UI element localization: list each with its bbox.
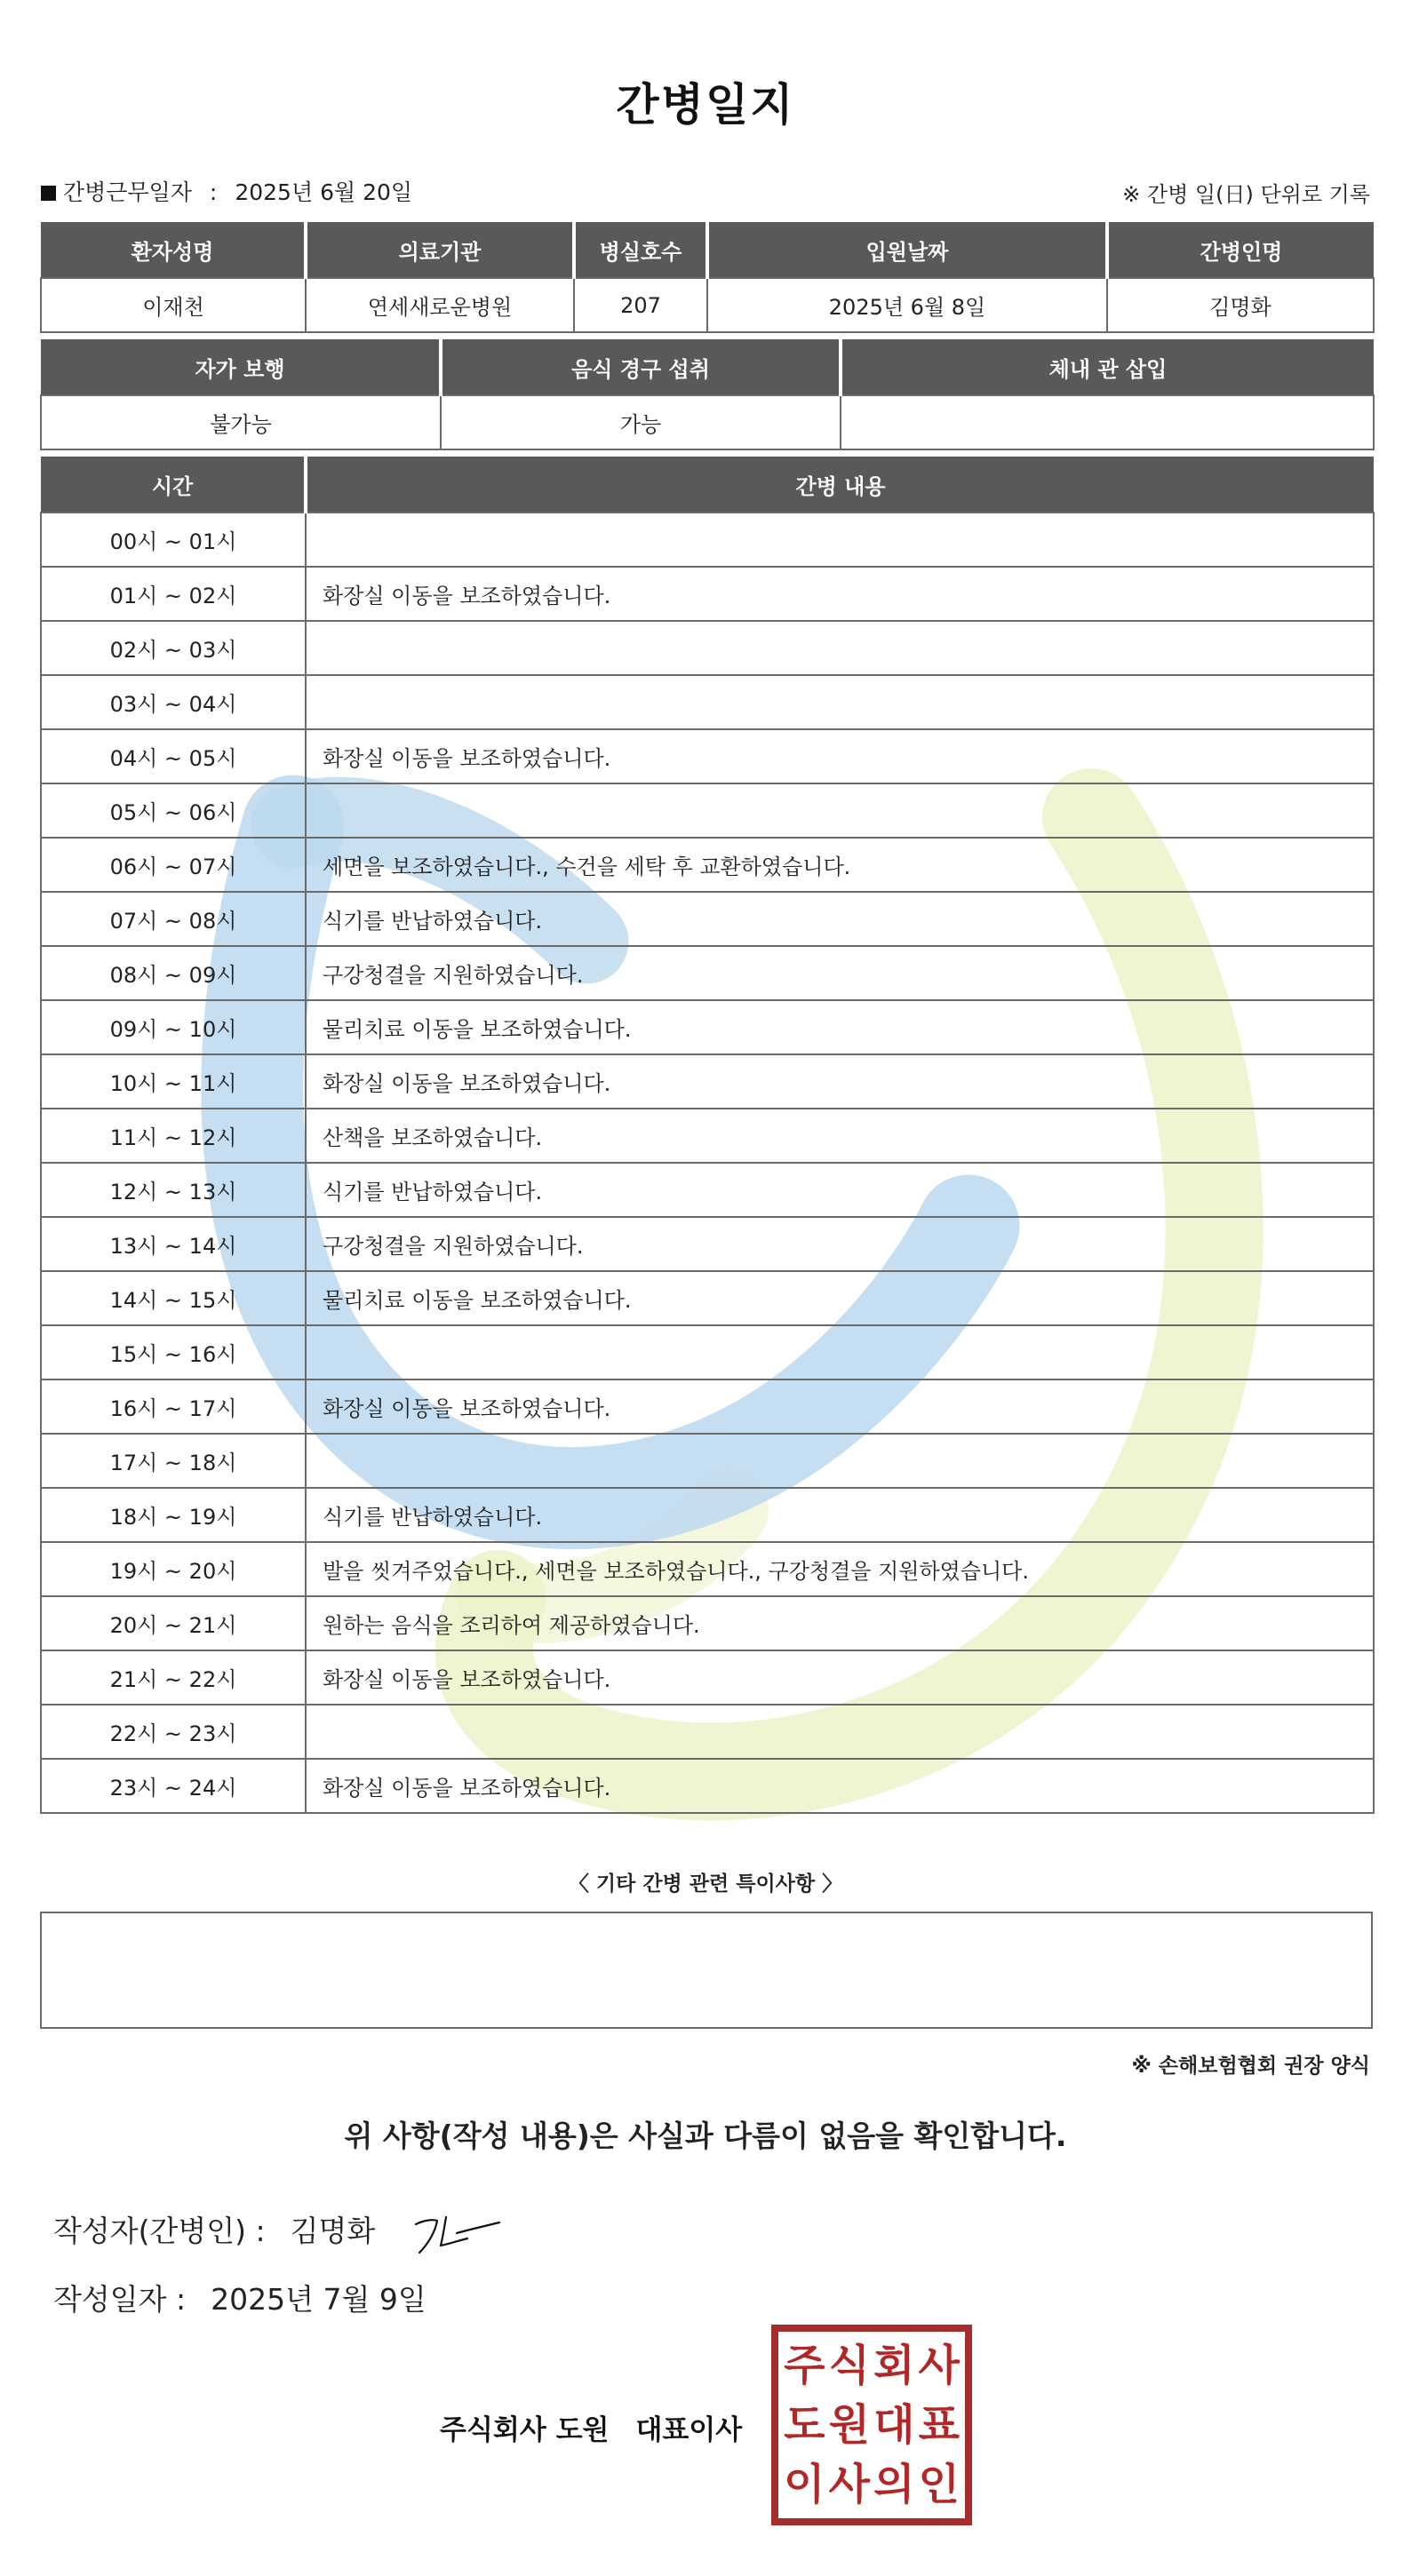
tube-insertion-value	[841, 395, 1374, 449]
care-log-row	[41, 675, 1374, 729]
daily-record-note: ※ 간병 일(日) 단위로 기록	[1122, 182, 1370, 207]
care-log-content: 화장실 이동을 보조하였습니다.	[306, 1759, 1374, 1813]
header-self-walking: 자가 보행	[41, 339, 441, 395]
care-log-time: 20시 ~ 21시	[41, 1596, 306, 1650]
seal-row: 이 사 의 인	[784, 2460, 960, 2510]
recommended-form-note: ※ 손해보험협회 권장 양식	[1131, 2055, 1370, 2078]
seal-row: 주 식 회 사	[784, 2340, 960, 2390]
care-log-content: 화장실 이동을 보조하였습니다.	[306, 1650, 1374, 1705]
company-name: 주식회사 도원	[440, 2414, 610, 2446]
caregiver-name-value: 김명화	[1107, 278, 1374, 332]
patient-status-table	[40, 339, 1375, 450]
care-log-row	[41, 1163, 1374, 1217]
care-log-time: 07시 ~ 08시	[41, 892, 306, 946]
care-log-content: 물리치료 이동을 보조하였습니다.	[306, 1271, 1374, 1325]
care-log-row	[41, 513, 1374, 567]
care-log-row	[41, 1325, 1374, 1379]
self-walking-value: 불가능	[41, 395, 441, 449]
care-log-time: 04시 ~ 05시	[41, 729, 306, 783]
header-admission-date: 입원날짜	[707, 222, 1107, 278]
care-log-content: 구강청결을 지원하였습니다.	[306, 1217, 1374, 1271]
write-date-label: 작성일자 :	[53, 2282, 187, 2317]
header-room-number: 병실호수	[574, 222, 707, 278]
care-log-body	[41, 513, 1374, 1813]
care-log-row	[41, 1379, 1374, 1434]
care-log-content: 원하는 음식을 조리하여 제공하였습니다.	[306, 1596, 1374, 1650]
care-log-time: 13시 ~ 14시	[41, 1217, 306, 1271]
header-oral-intake: 음식 경구 섭취	[441, 339, 841, 395]
care-log-row	[41, 946, 1374, 1000]
patient-info-table	[40, 222, 1375, 333]
care-log-content	[306, 783, 1374, 838]
care-log-content	[306, 513, 1374, 567]
care-log-content: 물리치료 이동을 보조하였습니다.	[306, 1000, 1374, 1054]
care-log-content	[306, 1705, 1374, 1759]
care-log-content: 식기를 반납하였습니다.	[306, 1163, 1374, 1217]
page-title: 간병일지	[616, 79, 795, 131]
care-log-content: 구강청결을 지원하였습니다.	[306, 946, 1374, 1000]
care-log-row	[41, 1217, 1374, 1271]
patient-status-header-row	[41, 339, 1374, 395]
care-log-row	[41, 838, 1374, 892]
care-log-row	[41, 1434, 1374, 1488]
care-log-content: 식기를 반납하였습니다.	[306, 1488, 1374, 1542]
work-date-label: 간병근무일자	[63, 179, 192, 205]
work-date-colon: :	[209, 179, 218, 205]
care-log-row	[41, 1054, 1374, 1109]
header-tube-insertion: 체내 관 삽입	[841, 339, 1374, 395]
company-signoff	[440, 2407, 742, 2447]
signature-image	[411, 2208, 508, 2262]
remarks-title: 〈 기타 간병 관련 특이사항 〉	[568, 1872, 843, 1896]
care-log-time: 05시 ~ 06시	[41, 783, 306, 838]
patient-info-value-row	[41, 278, 1374, 332]
representative-title: 대표이사	[635, 2414, 743, 2446]
writer-name: 김명화	[290, 2214, 376, 2248]
writer-line	[53, 2208, 375, 2250]
care-log-table	[40, 457, 1375, 1814]
room-number-value: 207	[574, 278, 707, 332]
patient-name-value: 이재천	[41, 278, 306, 332]
care-log-time: 02시 ~ 03시	[41, 621, 306, 675]
care-log-content: 식기를 반납하였습니다.	[306, 892, 1374, 946]
care-log-time: 14시 ~ 15시	[41, 1271, 306, 1325]
care-log-row	[41, 1271, 1374, 1325]
care-log-time: 23시 ~ 24시	[41, 1759, 306, 1813]
care-log-content: 화장실 이동을 보조하였습니다.	[306, 1054, 1374, 1109]
care-log-content: 화장실 이동을 보조하였습니다.	[306, 1379, 1374, 1434]
care-log-row	[41, 1000, 1374, 1054]
care-log-row	[41, 1542, 1374, 1596]
care-log-content	[306, 1325, 1374, 1379]
care-log-row	[41, 1488, 1374, 1542]
care-log-content: 세면을 보조하였습니다., 수건을 세탁 후 교환하였습니다.	[306, 838, 1374, 892]
care-log-time: 08시 ~ 09시	[41, 946, 306, 1000]
care-log-time: 22시 ~ 23시	[41, 1705, 306, 1759]
work-date	[41, 175, 412, 207]
header-caregiver-name: 간병인명	[1107, 222, 1374, 278]
care-log-content: 화장실 이동을 보조하였습니다.	[306, 567, 1374, 621]
header-care-content: 간병 내용	[306, 457, 1374, 513]
patient-status-value-row	[41, 395, 1374, 449]
care-log-time: 17시 ~ 18시	[41, 1434, 306, 1488]
care-log-header-row	[41, 457, 1374, 513]
care-log-content: 발을 씻겨주었습니다., 세면을 보조하였습니다., 구강청결을 지원하였습니다.	[306, 1542, 1374, 1596]
care-log-content	[306, 621, 1374, 675]
bullet-square-icon	[41, 186, 56, 201]
care-log-time: 19시 ~ 20시	[41, 1542, 306, 1596]
remarks-box	[40, 1912, 1373, 2029]
care-log-row	[41, 1596, 1374, 1650]
care-log-row	[41, 1650, 1374, 1705]
care-log-row	[41, 729, 1374, 783]
care-log-time: 09시 ~ 10시	[41, 1000, 306, 1054]
care-log-time: 01시 ~ 02시	[41, 567, 306, 621]
care-log-row	[41, 1109, 1374, 1163]
care-log-row	[41, 1705, 1374, 1759]
care-log-time: 12시 ~ 13시	[41, 1163, 306, 1217]
header-patient-name: 환자성명	[41, 222, 306, 278]
care-log-row	[41, 621, 1374, 675]
company-seal-stamp	[771, 2325, 972, 2525]
write-date-value: 2025년 7월 9일	[211, 2282, 426, 2317]
care-log-time: 18시 ~ 19시	[41, 1488, 306, 1542]
header-hospital: 의료기관	[306, 222, 574, 278]
care-log-row	[41, 567, 1374, 621]
oral-intake-value: 가능	[441, 395, 841, 449]
care-log-content	[306, 1434, 1374, 1488]
care-log-time: 03시 ~ 04시	[41, 675, 306, 729]
care-log-time: 16시 ~ 17시	[41, 1379, 306, 1434]
care-log-time: 00시 ~ 01시	[41, 513, 306, 567]
seal-row: 도 원 대 표	[784, 2399, 960, 2450]
care-log-row	[41, 1759, 1374, 1813]
header-time: 시간	[41, 457, 306, 513]
care-log-time: 10시 ~ 11시	[41, 1054, 306, 1109]
care-log-content: 산책을 보조하였습니다.	[306, 1109, 1374, 1163]
care-log-content	[306, 675, 1374, 729]
care-log-time: 15시 ~ 16시	[41, 1325, 306, 1379]
care-log-content: 화장실 이동을 보조하였습니다.	[306, 729, 1374, 783]
patient-info-header-row	[41, 222, 1374, 278]
care-log-time: 06시 ~ 07시	[41, 838, 306, 892]
admission-date-value: 2025년 6월 8일	[707, 278, 1107, 332]
care-log-row	[41, 892, 1374, 946]
write-date-line	[53, 2277, 426, 2318]
hospital-value: 연세새로운병원	[306, 278, 574, 332]
confirmation-statement: 위 사항(작성 내용)은 사실과 다름이 없음을 확인합니다.	[344, 2119, 1067, 2153]
care-log-time: 11시 ~ 12시	[41, 1109, 306, 1163]
work-date-value: 2025년 6월 20일	[235, 179, 413, 205]
care-log-row	[41, 783, 1374, 838]
writer-label: 작성자(간병인) :	[53, 2214, 266, 2248]
care-log-time: 21시 ~ 22시	[41, 1650, 306, 1705]
